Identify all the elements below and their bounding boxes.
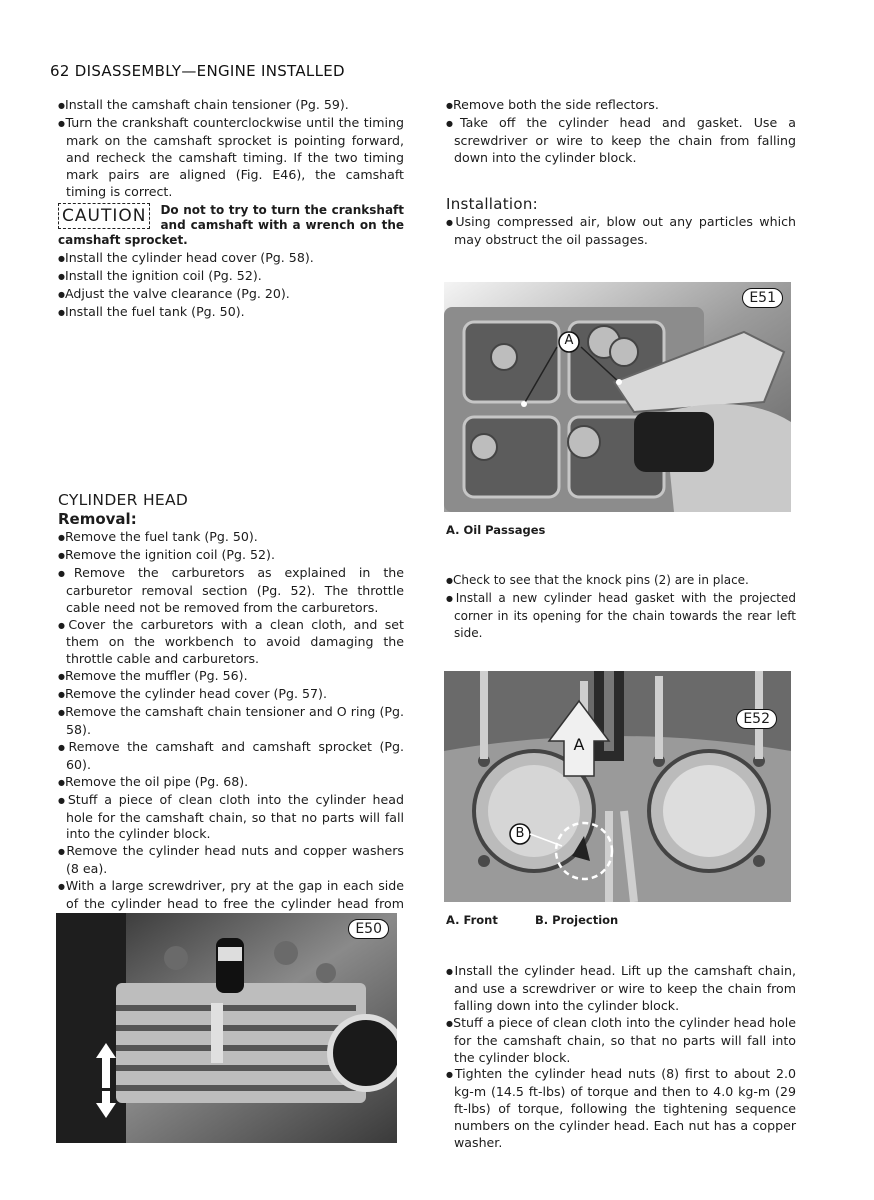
label-a-e52: A xyxy=(573,735,585,754)
section-title-cylinder-head: CYLINDER HEAD xyxy=(58,491,189,509)
list-item: ● Remove the muffler (Pg. 56). xyxy=(58,668,404,686)
list-item: ● Remove the fuel tank (Pg. 50). xyxy=(58,529,404,547)
figure-badge-e52: E52 xyxy=(736,709,777,729)
caution-badge: CAUTION xyxy=(58,203,150,229)
removal-list xyxy=(58,529,404,930)
list-item: ● Install the cylinder head cover (Pg. 58). xyxy=(58,250,404,268)
list-item: ● Remove the oil pipe (Pg. 68). xyxy=(58,774,404,792)
right-top-section xyxy=(446,97,796,167)
list-item: ● With a large screwdriver, pry at the gap in each side of the cylinder head to free the cylinder head from xyxy=(58,878,404,930)
list-item: ● Stuff a piece of clean cloth into the cylinder head hole for the camshaft chain, so that no parts will fall into the cylinder block. xyxy=(446,1015,796,1067)
photo-e51-oil-passages xyxy=(444,282,791,512)
caution-note xyxy=(58,203,404,248)
removal-heading: Removal: xyxy=(58,510,137,528)
list-item: ● Install the camshaft chain tensioner (Pg. 59). xyxy=(58,97,404,115)
list-item: ● Remove the camshaft chain tensioner and O ring (Pg. 58). xyxy=(58,704,404,739)
list-item: ● Adjust the valve clearance (Pg. 20). xyxy=(58,286,404,304)
list-item: ● Check to see that the knock pins (2) are in place. xyxy=(446,572,796,590)
left-top-section xyxy=(58,97,404,322)
after-e52-list xyxy=(446,963,796,1152)
photo-e52-illustration xyxy=(444,671,791,902)
installation-list xyxy=(446,214,796,249)
list-item: ● Remove the cylinder head nuts and copper washers (8 ea). xyxy=(58,843,404,878)
list-item: ● Install the ignition coil (Pg. 52). xyxy=(58,268,404,286)
label-b-e52: B xyxy=(515,826,525,841)
list-item: ● Using compressed air, blow out any particles which may obstruct the oil passages. xyxy=(446,214,796,249)
list-item: ● Install the cylinder head. Lift up the camshaft chain, and use a screwdriver or wire to keep the chain from falling down into the cylinder block. xyxy=(446,963,796,1015)
figure-badge-e51: E51 xyxy=(742,288,783,308)
list-item: ● Install the fuel tank (Pg. 50). xyxy=(58,304,404,322)
photo-e50-illustration xyxy=(56,913,397,1143)
list-item: ● Turn the crankshaft counterclockwise until the timing mark on the camshaft sprocket is pointing forward, and recheck the camshaft timing. If the two timing mark pairs are aligned (Fig. E46), the camshaft timing is correct. xyxy=(58,115,404,201)
photo-e52-head-gasket xyxy=(444,671,791,902)
list-item: ● Remove the carburetors as explained in the carburetor removal section (Pg. 52). The throttle cable need not be removed from the carburetors. xyxy=(58,565,404,617)
caution-text: Do not to try to turn the crankshaft and camshaft with a wrench on the camshaft sprocket. xyxy=(58,203,404,248)
list-item: ● Tighten the cylinder head nuts (8) first to about 2.0 kg-m (14.5 ft-lbs) of torque and then to 4.0 kg-m (29 ft-lbs) of torque, following the tightening sequence numbers on the cylinder head. Each nut has a copper washer. xyxy=(446,1066,796,1152)
figure-badge-e50: E50 xyxy=(348,919,389,939)
list-item: ● Install a new cylinder head gasket with the projected corner in its opening for the chain towards the rear left side. xyxy=(446,590,796,642)
caption-e51: A. Oil Passages xyxy=(446,523,546,537)
label-a-e51: A xyxy=(564,333,574,348)
list-item: ● Remove the ignition coil (Pg. 52). xyxy=(58,547,404,565)
caption-e52-front: A. Front xyxy=(446,913,498,927)
photo-e50-cylinder-head-removal xyxy=(56,913,397,1143)
photo-e51-illustration xyxy=(444,282,791,512)
after-e51-list xyxy=(446,572,796,642)
caption-e52-projection: B. Projection xyxy=(535,913,619,927)
list-item: ● Cover the carburetors with a clean cloth, and set them on the workbench to avoid damaging the throttle cable and carburetors. xyxy=(58,617,404,669)
list-item: ● Stuff a piece of clean cloth into the cylinder head hole for the camshaft chain, so that no parts will fall into the cylinder block. xyxy=(58,792,404,844)
list-item: ● Remove the cylinder head cover (Pg. 57). xyxy=(58,686,404,704)
list-item: ● Take off the cylinder head and gasket. Use a screwdriver or wire to keep the chain from falling down into the cylinder block. xyxy=(446,115,796,167)
list-item: ● Remove both the side reflectors. xyxy=(446,97,796,115)
list-item: ● Remove the camshaft and camshaft sprocket (Pg. 60). xyxy=(58,739,404,774)
page-header: 62 DISASSEMBLY—ENGINE INSTALLED xyxy=(50,62,345,80)
installation-heading: Installation: xyxy=(446,195,539,213)
